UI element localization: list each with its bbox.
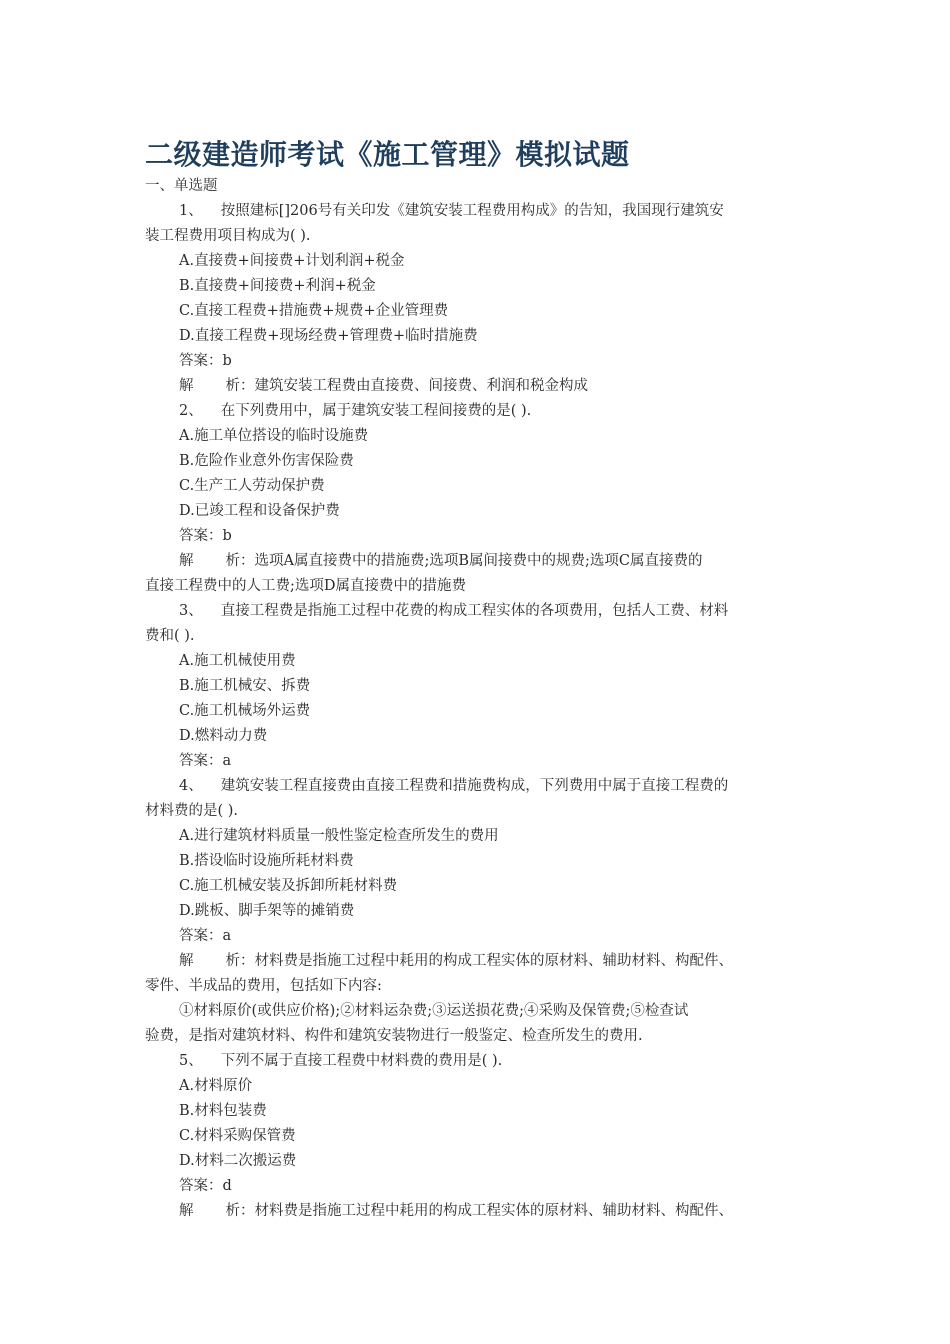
option-d: D.已竣工程和设备保护费 [179, 503, 340, 519]
analysis-continued: ①材料原价(或供应价格);②材料运杂费;③运送损花费;④采购及保管费;⑤检查试 [179, 1003, 689, 1019]
document-title: 二级建造师考试《施工管理》模拟试题 [145, 138, 630, 171]
answer: 答案：b [179, 528, 232, 544]
option-b: B.施工机械安、拆费 [179, 678, 311, 694]
analysis-continued: 直接工程费中的人工费;选项D属直接费中的措施费 [145, 578, 467, 594]
option-d: D.材料二次搬运费 [179, 1153, 297, 1169]
answer: 答案：a [179, 928, 232, 944]
option-c: C.施工机械安装及拆卸所耗材料费 [179, 878, 398, 894]
option-d: D.跳板、脚手架等的摊销费 [179, 903, 355, 919]
analysis-continued: 零件、半成品的费用，包括如下内容: [145, 978, 382, 994]
option-a: A.施工机械使用费 [179, 653, 296, 669]
analysis: 解 析：建筑安装工程费由直接费、间接费、利润和税金构成 [179, 378, 588, 394]
question-stem [145, 199, 810, 224]
option-c: C.直接工程费+措施费+规费+企业管理费 [179, 303, 449, 319]
question-number: 3、 [179, 603, 203, 619]
question-stem-continued: 费和( ). [145, 628, 195, 644]
question-stem [145, 1049, 810, 1074]
option-b: B.搭设临时设施所耗材料费 [179, 853, 354, 869]
answer: 答案：a [179, 753, 232, 769]
option-d: D.直接工程费+现场经费+管理费+临时措施费 [179, 328, 478, 344]
question-text: 按照建标[]206号有关印发《建筑安装工程费用构成》的告知，我国现行建筑安 [220, 203, 724, 219]
option-d: D.燃料动力费 [179, 728, 268, 744]
question-stem [145, 774, 810, 799]
option-a: A.材料原价 [179, 1078, 253, 1094]
question-text: 直接工程费是指施工过程中花费的构成工程实体的各项费用，包括人工费、材料 [220, 603, 729, 619]
option-c: C.生产工人劳动保护费 [179, 478, 325, 494]
option-c: C.施工机械场外运费 [179, 703, 311, 719]
question-number: 5、 [179, 1053, 203, 1069]
option-c: C.材料采购保管费 [179, 1128, 296, 1144]
option-b: B.材料包装费 [179, 1103, 267, 1119]
analysis-continued: 验费，是指对建筑材料、构件和建筑安装物进行一般鉴定、检查所发生的费用. [145, 1028, 643, 1044]
answer: 答案：b [179, 353, 232, 369]
option-a: A.进行建筑材料质量一般性鉴定检查所发生的费用 [179, 828, 499, 844]
option-b: B.危险作业意外伤害保险费 [179, 453, 354, 469]
analysis: 解 析：材料费是指施工过程中耗用的构成工程实体的原材料、辅助材料、构配件、 [179, 953, 733, 969]
answer: 答案：d [179, 1178, 232, 1194]
question-number: 1、 [179, 203, 203, 219]
option-a: A.施工单位搭设的临时设施费 [179, 428, 369, 444]
document-body [145, 174, 810, 1224]
question-stem [145, 399, 810, 424]
question-text: 建筑安装工程直接费由直接工程费和措施费构成，下列费用中属于直接工程费的 [220, 778, 729, 794]
question-number: 4、 [179, 778, 203, 794]
analysis: 解 析：选项A属直接费中的措施费;选项B属间接费中的规费;选项C属直接费的 [179, 553, 703, 569]
question-stem-continued: 装工程费用项目构成为( ). [145, 228, 311, 244]
option-b: B.直接费+间接费+利润+税金 [179, 278, 376, 294]
question-text: 下列不属于直接工程费中材料费的费用是( ). [220, 1053, 503, 1069]
option-a: A.直接费+间接费+计划利润+税金 [179, 253, 405, 269]
question-stem [145, 599, 810, 624]
question-text: 在下列费用中，属于建筑安装工程间接费的是( ). [220, 403, 532, 419]
question-stem-continued: 材料费的是( ). [145, 803, 239, 819]
analysis: 解 析：材料费是指施工过程中耗用的构成工程实体的原材料、辅助材料、构配件、 [179, 1203, 733, 1219]
section-heading: 一、单选题 [145, 178, 218, 194]
question-number: 2、 [179, 403, 203, 419]
